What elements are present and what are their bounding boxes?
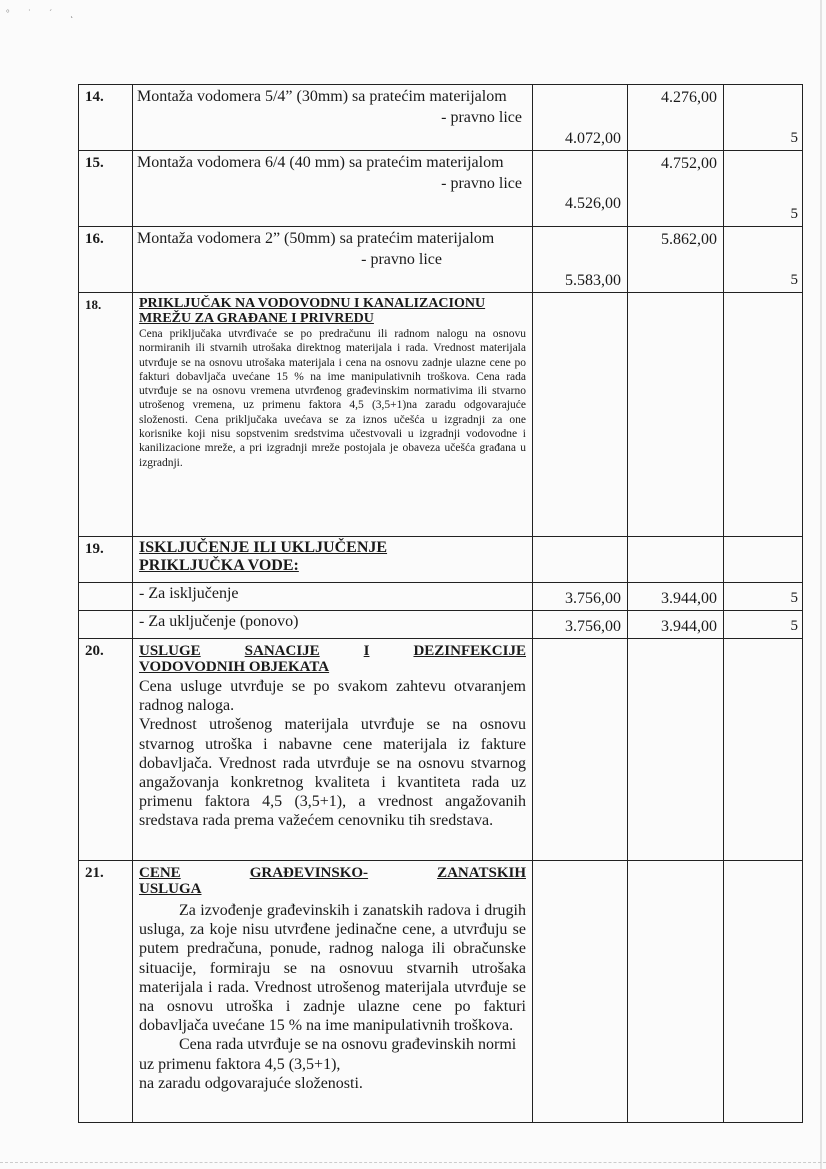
row-description [133,227,533,293]
table-row-14 [79,85,803,151]
section-heading-line-1 [139,865,526,881]
empty-cell [724,537,803,583]
row-description [133,861,533,1123]
sub-item-label: - Za isključenje [133,583,533,611]
price-list-table [78,84,803,1123]
legal-entity-label: - pravno lice [361,251,442,268]
empty-cell [628,537,724,583]
table-row-19 [79,537,803,583]
empty-cell [628,293,724,537]
row-number: 15. [79,151,133,227]
row-number: 18. [79,293,133,537]
empty-cell [724,293,803,537]
heading-word: I [363,643,370,659]
table-row-21 [79,861,803,1123]
price-without-vat: 4.526,00 [533,151,628,227]
row-number: 16. [79,227,133,293]
section-paragraph-1: Za izvođenje građevinskih i zanatskih radova i drugih usluga, za koje nisu utvrđene jedinačne cene, a utvrđuju se putem predračuna, ponude, radnog naloga ili obračunske situacije, formiraju se na osnovuu stvarnih utrošaka materijala i rada. Vrednost utrošenog materijala utvrđuje se na osnovu utroška i zadnje ulazne cene po fakturi dobavljača uvećane 15 % na ime manipulativnih troškova. [139,902,526,1035]
price-with-vat: 3.944,00 [628,583,724,611]
heading-word: SANACIJE [244,643,320,659]
table-row-18 [79,293,803,537]
price-without-vat: 3.756,00 [533,611,628,639]
empty-cell [533,639,628,861]
row-number: 20. [79,639,133,861]
section-paragraph-3: na zaradu odgovarajuće složenosti. [139,1074,363,1092]
item-title: Montaža vodomera 5/4” (30mm) sa pratećim materijalom [137,88,507,105]
section-heading-line-1: PRIKLJUČAK NA VODOVODNU I KANALIZACIONU [139,296,486,311]
row-number: 14. [79,85,133,151]
price-with-vat: 4.276,00 [628,85,724,151]
empty-cell [724,861,803,1123]
row-description [133,639,533,861]
price-with-vat: 5.862,00 [628,227,724,293]
legal-entity-label: - pravno lice [441,109,522,126]
scan-bottom-edge [0,1162,826,1169]
price-without-vat: 4.072,00 [533,85,628,151]
heading-word: CENE [139,865,181,881]
price-with-vat: 3.944,00 [628,611,724,639]
empty-cell [533,293,628,537]
section-heading-line-1: ISKLJUČENJE ILI UKLJUČENJE [139,539,388,556]
section-heading-line-2: USLUGA [139,881,202,897]
vat-rate: 5 [724,611,803,639]
section-body: Cena priključaka utvrđivaće se po predračunu ili radnom nalogu na osnovu normiranih ili stvarnih utrošaka direktnog materijala i rada. Vrednost materijala utvrđuje se na osnovu utrošaka materijala i cena na osnovu zadnje ulazne cene po fakturi dobavljača uvećane 15 % na ime manipulativnih troškova. Cena rada utvrđuje se na osnovu vremena utvrđenog građevinskim normativima ili stvarno utrošenog vremena, uz primenu faktora 4,5 (3,5+1)na zaradu odgovarajuće složenosti. Cena priključaka uvećava se za iznos učešća u izgradnji za one korisnike koji nisu sopstvenim sredstvima učestvovali u izgradnji vodovodne i kanilizacione mreže, a pri izgradnji mreže postojala je obaveza učešća građana u izgradnji. [139,328,526,469]
section-heading-line-2: PRIKLJUČKA VODE: [139,557,299,574]
section-heading-line-2: MREŽU ZA GRAĐANE I PRIVREDU [139,311,374,326]
price-without-vat: 5.583,00 [533,227,628,293]
row-description [133,293,533,537]
empty-cell [628,639,724,861]
empty-cell [533,537,628,583]
heading-word: ZANATSKIH [437,865,526,881]
vat-rate: 5 [724,151,803,227]
sub-item-label: - Za uključenje (ponovo) [133,611,533,639]
price-with-vat: 4.752,00 [628,151,724,227]
scan-specks: ° ˙ ´ ˛ [6,8,82,18]
heading-word: USLUGE [139,643,201,659]
vat-rate: 5 [724,85,803,151]
section-paragraph-2: Vrednost utrošenog materijala utvrđuje se na osnovu stvarnog utroška i nabavne cene materijala iz fakture dobavljača. Vrednost rada utvrđuje se na osnovu stvarnog angažovanja konkretnog kvaliteta i kvantiteta rada uz primenu faktora 4,5 (3,5+1), a vrednost angažovanih sredstava rada prema važećem cenovniku tih sredstava. [139,716,526,830]
table-row-19-reconnect [79,611,803,639]
legal-entity-label: - pravno lice [441,175,522,192]
empty-cell [628,861,724,1123]
empty-cell [79,611,133,639]
row-number: 19. [79,537,133,583]
empty-cell [533,861,628,1123]
section-heading-line-1 [139,643,526,659]
table-row-19-disconnect [79,583,803,611]
section-paragraph-2: Cena rada utvrđuje se na osnovu građevinskih normi uz primenu faktora 4,5 (3,5+1), [139,1036,517,1073]
section-heading-line-2: VODOVODNIH OBJEKATA [139,659,330,675]
vat-rate: 5 [724,583,803,611]
vat-rate: 5 [724,227,803,293]
empty-cell [79,583,133,611]
row-description [133,85,533,151]
heading-word: GRAĐEVINSKO- [249,865,369,881]
table-row-15 [79,151,803,227]
row-description [133,537,533,583]
row-number: 21. [79,861,133,1123]
section-paragraph-1: Cena usluge utvrđuje se po svakom zahtevu otvaranjem radnog naloga. [139,678,526,715]
section-heading [139,296,526,326]
section-heading [139,539,526,575]
empty-cell [724,639,803,861]
table-row-16 [79,227,803,293]
price-without-vat: 3.756,00 [533,583,628,611]
heading-word: DEZINFEKCIJE [413,643,526,659]
page-edge [820,0,822,1169]
table-row-20 [79,639,803,861]
item-title: Montaža vodomera 2” (50mm) sa pratećim materijalom [137,230,495,247]
item-title: Montaža vodomera 6/4 (40 mm) sa pratećim materijalom [137,154,504,171]
row-description [133,151,533,227]
